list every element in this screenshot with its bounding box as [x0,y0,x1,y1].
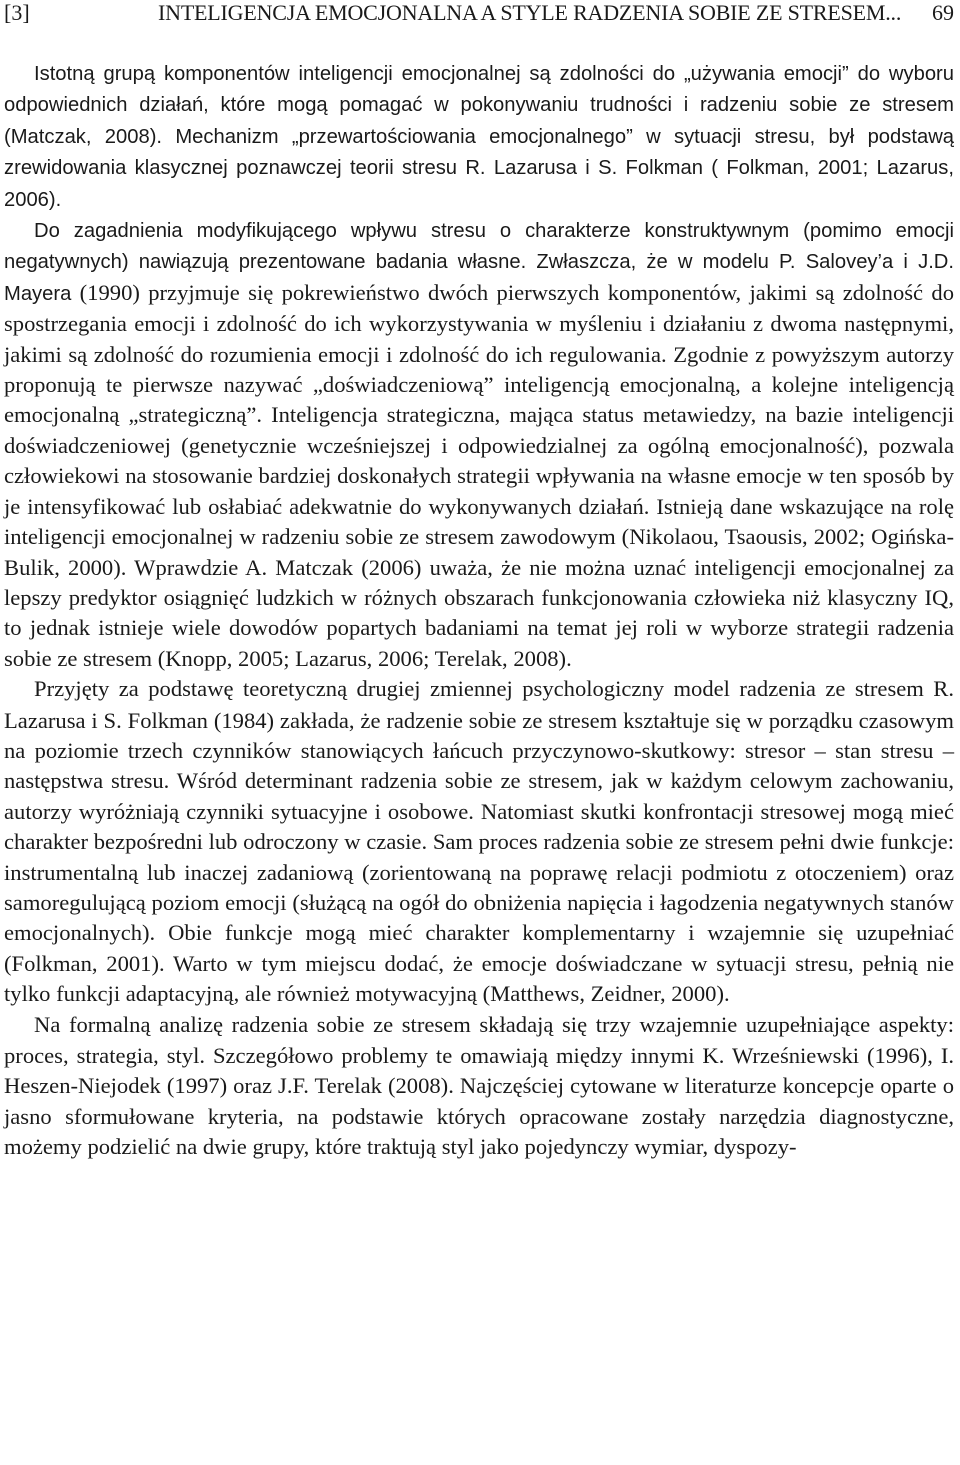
paragraph [4,215,954,674]
body-text [4,58,954,1163]
paragraph-text-sans: Do zagadnienia modyfikującego wpływu stresu o charakterze konstruktywnym (pomimo emocji negatywnych) nawiązują prezentowane badania własne. Zwłaszcza, że w modelu P. Salovey’a i J.D. Mayera [4,220,954,305]
section-number: [3] [4,0,30,25]
running-header [0,0,960,30]
running-title: INTELIGENCJA EMOCJONALNA A STYLE RADZENIA SOBIE ZE STRESEM... [158,0,902,25]
paragraph-text-serif: Przyjęty za podstawę teoretyczną drugiej zmiennej psychologiczny model radzenia ze stresem R. Lazarusa i S. Folkman (1984) zakłada, że radzenie sobie ze stresem kształtuje się w porządku czasowym na poziomie trzech czynników stanowiących łańcuch przyczynowo-skutkowy: stresor – stan stresu – następstwa stresu. Wśród determinant radzenia sobie ze stresem, jak w każdym celowym zachowaniu, autorzy wyróżniają czynniki sytuacyjne i osobowe. Natomiast skutki konfrontacji stresowej mogą mieć charakter bezpośredni lub odroczony w czasie. Sam proces radzenia sobie ze stresem pełni dwie funkcje: instrumentalną lub inaczej zadaniową (zorientowaną na poprawę relacji podmiotu z otoczeniem) oraz samoregulującą poziom emocji (służącą na ogół do obniżenia napięcia i łagodzenia negatywnych stanów emocjonalnych). Obie funkcje mogą mieć charakter komplementarny i wzajemnie się uzupełniać (Folkman, 2001). Warto w tym miejscu dodać, że emocje doświadczane w sytuacji stresu, pełnią nie tylko funkcji adaptacyjną, ale również motywacyjną (Matthews, Zeidner, 2000). [4,676,954,1007]
paragraph [4,674,954,1009]
paragraph-text-serif: (1990) przyjmuje się pokrewieństwo dwóch pierwszych komponentów, jakimi są zdolność do spostrzegania emocji i zdolność do ich wykorzystywania w myśleniu i działaniu z dwoma następnymi, jakimi są zdolność do rozumienia emocji i zdolność do ich regulowania. Zgodnie z powyższym autorzy proponują te pierwsze nazywać „doświadczeniową” inteligencją emocjonalną, a kolejne inteligencją emocjonalną „strategiczną”. Inteligencja strategiczna, mająca status metawiedzy, na bazie inteligencji doświadczeniowej (genetycznie wcześniejszej i odpowiedzialnej za ogólną emocjonalność), pozwala człowiekowi na stosowanie bardziej doskonałych strategii wpływania na własne emocje w ten sposób by je intensyfikować lub osłabiać adekwatnie do wykonywanych działań. Istnieją dane wskazujące na rolę inteligencji emocjonalnej w radzeniu sobie ze stresem zawodowym (Nikolaou, Tsaousis, 2002; Ogińska-Bulik, 2000). Wprawdzie A. Matczak (2006) uważa, że nie można uznać inteligencji emocjonalnej za lepszy predyktor osiągnięć ludzkich w różnych obszarach funkcjonowania człowieka niż klasyczny IQ, to jednak istnieje wiele dowodów popartych badaniami na temat jej roli w wyborze strategii radzenia sobie ze stresem (Knopp, 2005; Lazarus, 2006; Terelak, 2008). [4,279,954,671]
page-number: 69 [932,0,954,25]
paragraph [4,58,954,215]
paragraph-text-serif: Na formalną analizę radzenia sobie ze stresem składają się trzy wzajemnie uzupełniające aspekty: proces, strategia, styl. Szczegółowo problemy te omawiają między innymi K. Wrześniewski (1996), I. Heszen-Niejodek (1997) oraz J.F. Terelak (2008). Najczęściej cytowane w literaturze koncepcje oparte o jasno sformułowane kryteria, na podstawie których opracowane zostały narzędzia diagnostyczne, możemy podzielić na dwie grupy, które traktują styl jako pojedynczy wymiar, dyspozy- [4,1011,954,1160]
paragraph [4,1010,954,1163]
paragraph-text-sans: Istotną grupą komponentów inteligencji emocjonalnej są zdolności do „używania emocji” do wyboru odpowiednich działań, które mogą pomagać w pokonywaniu trudności i radzeniu sobie ze stresem (Matczak, 2008). Mechanizm „przewartościowania emocjonalnego” w sytuacji stresu, był podstawą zrewidowania klasycznej poznawczej teorii stresu R. Lazarusa i S. Folkman ( Folkman, 2001; Lazarus, 2006). [4,63,954,211]
